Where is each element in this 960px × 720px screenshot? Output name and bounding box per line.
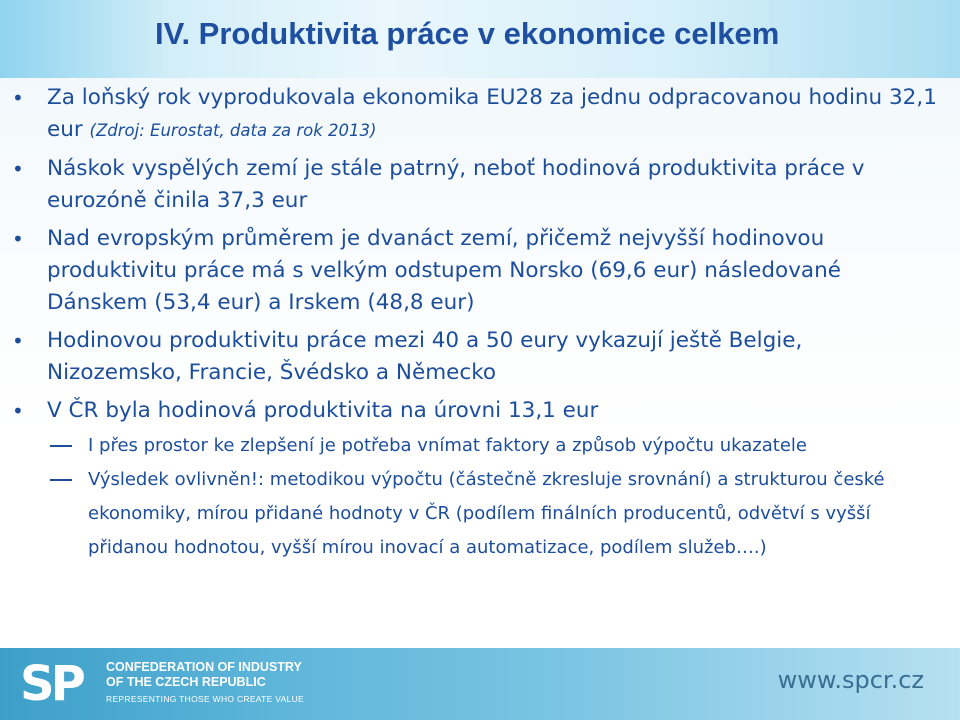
bullet-icon: •	[12, 86, 24, 110]
bullet-icon: •	[12, 227, 24, 251]
slide-title: IV. Produktivita práce v ekonomice celkem	[155, 16, 780, 51]
sub-bullet-text: Výsledek ovlivněn!: metodikou výpočtu (částečně zkresluje srovnání) a strukturou české ekonomiky, mírou přidané hodnoty v ČR (podílem finálních producentů, odvětví s vyšší přidanou hodnotou, vyšší mírou inovací a automatizace, podílem služeb….)	[88, 469, 885, 558]
org-name-line1: CONFEDERATION OF INDUSTRY	[106, 660, 302, 674]
bullet-icon: •	[12, 157, 24, 181]
source-note: (Zdroj: Eurostat, data za rok 2013)	[89, 121, 377, 140]
bullet-item	[0, 153, 960, 217]
bullet-item	[0, 325, 960, 389]
footer-band	[0, 648, 960, 720]
org-name-line2: OF THE CZECH REPUBLIC	[106, 675, 266, 689]
bullet-icon: •	[12, 399, 24, 423]
bullet-item	[0, 395, 960, 427]
org-name	[106, 660, 302, 690]
bullet-text: Za loňský rok vyprodukovala ekonomika EU28 za jednu odpracovanou hodinu 32,1 eur	[47, 85, 937, 142]
bullet-text: Hodinovou produktivitu práce mezi 40 a 50 eury vykazují ještě Belgie, Nizozemsko, Francie, Švédsko a Německo	[47, 328, 803, 385]
bullet-item	[0, 223, 960, 319]
sp-logo: SP	[20, 656, 82, 712]
bullet-text: V ČR byla hodinová produktivita na úrovni 13,1 eur	[47, 398, 599, 423]
dash-icon	[50, 479, 72, 481]
sub-bullet-item	[0, 463, 960, 565]
slide-content	[0, 82, 960, 565]
dash-icon	[50, 445, 72, 447]
bullet-text: Náskok vyspělých zemí je stále patrný, neboť hodinová produktivita práce v eurozóně činila 37,3 eur	[47, 156, 865, 213]
tagline: REPRESENTING THOSE WHO CREATE VALUE	[106, 694, 305, 704]
bullet-text: Nad evropským průměrem je dvanáct zemí, přičemž nejvyšší hodinovou produktivitu práce má s velkým odstupem Norsko (69,6 eur) následované Dánskem (53,4 eur) a Irskem (48,8 eur)	[47, 226, 841, 315]
bullet-icon: •	[12, 329, 24, 353]
bullet-item	[0, 82, 960, 147]
website-url: www.spcr.cz	[777, 666, 924, 694]
sub-bullet-text: I přes prostor ke zlepšení je potřeba vnímat faktory a způsob výpočtu ukazatele	[88, 435, 807, 456]
sub-bullet-item	[0, 429, 960, 463]
